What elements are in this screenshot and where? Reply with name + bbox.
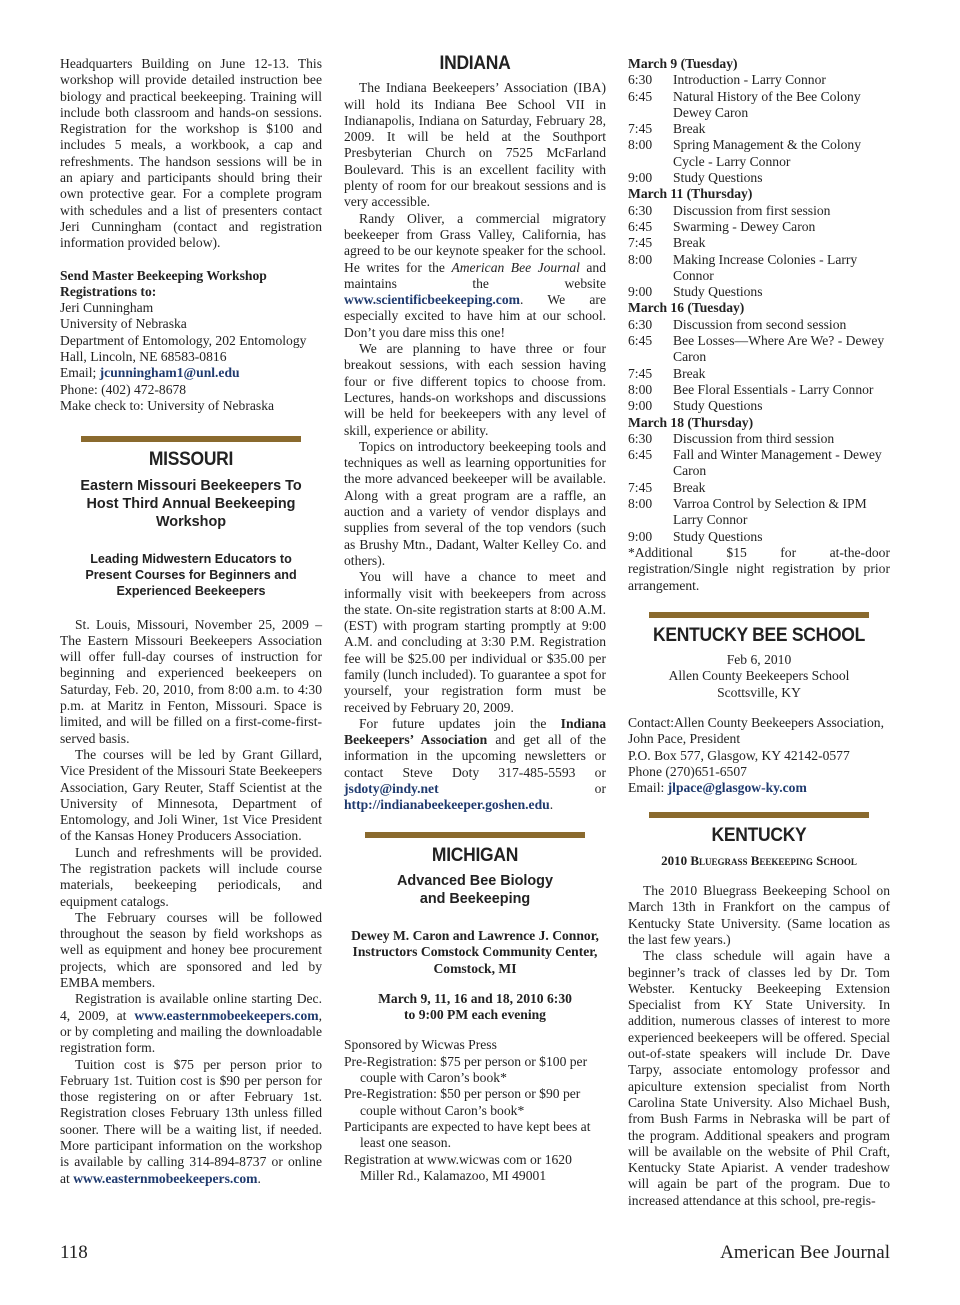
indiana-paragraph: Topics on introductory beekeeping tools and techniques as well as learning opportunities for the more advanced beekeeper will be available. Along with a great program are a raffle, an auction and a variety of vendor displays and supplies from several of the top vendors (such as Brushy Mtn., Dadant, Walter Kelley Co. and others). xyxy=(344,438,606,568)
kbs-contact: Contact:Allen County Beekeepers Association, John Pace, President xyxy=(628,714,884,747)
michigan-instructors: Dewey M. Caron and Lawrence J. Connor, Instructors Comstock Community Center, Comstock, MI xyxy=(351,927,599,976)
missouri-paragraph: St. Louis, Missouri, November 25, 2009 – The Eastern Missouri Beekeepers Association will offer full-day courses of instruction for beginning and experienced beekeepers on Saturday, Feb. 20, 2010, from 8:00 a.m. to 4:30 p.m. at Maritz in Fenton, Missouri. Space is limited, and will be filled on a first-come-first-served basis. xyxy=(60,616,322,746)
time: 7:45 xyxy=(628,365,653,381)
schedule-day: March 11 (Thursday) xyxy=(628,186,753,202)
schedule-item xyxy=(628,72,890,88)
email-link[interactable]: jsdoty@indy.net xyxy=(344,781,439,797)
schedule-item xyxy=(628,170,890,186)
kentucky-bee-school-heading: KENTUCKY BEE SCHOOL xyxy=(652,624,865,646)
association-name: Indiana Beekeepers’ Association xyxy=(344,715,606,748)
kentucky-paragraph: The 2010 Bluegrass Beekeeping School on March 13th in Frankfort on the campus of Kentucky State University. (Same location as the last few years.) xyxy=(628,883,890,947)
schedule xyxy=(628,56,890,545)
michigan-heading: MICHIGAN xyxy=(431,844,519,866)
page-number: 118 xyxy=(60,1242,88,1263)
schedule-item xyxy=(628,333,890,366)
address-line: Jeri Cunningham xyxy=(60,300,154,316)
website-link[interactable]: www.scientificbeekeeping.com xyxy=(344,292,520,308)
kbs-line: Feb 6, 2010 xyxy=(726,652,792,668)
schedule-item xyxy=(628,219,890,235)
text: and get all of the information in the upcoming newsletters or contact Steve Doty 317-485-5593 or xyxy=(344,732,606,780)
kbs-email-line xyxy=(628,780,890,796)
website-link[interactable]: www.easternmobeekeepers.com xyxy=(134,1007,319,1023)
section-divider xyxy=(649,812,869,818)
missouri-paragraph: The February courses will be followed throughout the season by field workshops as well as equipment and honey bee procurement projects, which are sponsored and led by EMBA members. xyxy=(60,909,322,991)
section-divider xyxy=(81,436,301,442)
desc: Break xyxy=(673,235,706,251)
email-line xyxy=(60,365,322,381)
time: 8:00 xyxy=(628,137,653,153)
email-link[interactable]: jcunningham1@unl.edu xyxy=(99,365,240,381)
schedule-item xyxy=(628,366,890,382)
desc: Spring Management & the Colony Cycle - Larry Connor xyxy=(673,137,862,169)
missouri-heading: MISSOURI xyxy=(148,449,234,471)
desc: Bee Floral Essentials - Larry Connor xyxy=(673,381,874,397)
desc: Discussion from first session xyxy=(673,202,831,218)
indiana-heading: INDIANA xyxy=(439,53,511,74)
time: 6:45 xyxy=(628,218,653,234)
text: Registration is available online starting Dec. 4, 2009, at xyxy=(60,991,322,1023)
desc: Break xyxy=(673,121,706,137)
indiana-paragraph xyxy=(344,211,606,341)
time: 7:45 xyxy=(628,235,653,251)
desc: Study Questions xyxy=(673,528,763,544)
email-link[interactable]: jlpace@glasgow-ky.com xyxy=(667,780,807,796)
schedule-day: March 16 (Tuesday) xyxy=(628,300,745,316)
column-1 xyxy=(60,56,322,1187)
desc: Study Questions xyxy=(673,170,763,186)
text: . xyxy=(257,1170,261,1186)
schedule-day: March 18 (Thursday) xyxy=(628,414,754,430)
schedule-item xyxy=(628,382,890,398)
time: 6:45 xyxy=(628,447,653,463)
michigan-line: Registration at www.wicwas com or 1620 Miller Rd., Kalamazoo, MI 49001 xyxy=(344,1151,572,1183)
desc: Swarming - Dewey Caron xyxy=(673,218,816,234)
time: 9:00 xyxy=(628,398,653,414)
check-line: Make check to: University of Nebraska xyxy=(60,397,275,413)
schedule-item xyxy=(628,284,890,300)
text: or xyxy=(438,781,606,797)
indiana-paragraph: The Indiana Beekeepers’ Association (IBA) will hold its Indiana Bee School VII in Indianapolis, Indiana on Saturday, February 28, 2009. It will be held at the Southport Presbyterian Church on 7525 McFarland Boulevard. This is an excellent facility with plenty of room for our breakout sessions and is very accessible. xyxy=(344,80,606,210)
kbs-po: P.O. Box 577, Glasgow, KY 42142-0577 xyxy=(628,747,850,763)
desc: Varroa Control by Selection & IPM Larry Connor xyxy=(673,496,867,528)
michigan-line: Sponsored by Wicwas Press xyxy=(344,1037,497,1053)
column-2 xyxy=(344,53,607,1184)
desc: Discussion from second session xyxy=(673,316,847,332)
address-line: University of Nebraska xyxy=(60,316,187,332)
desc: Break xyxy=(673,479,706,495)
schedule-item xyxy=(628,431,890,447)
kbs-line: Scottsville, KY xyxy=(717,684,801,700)
journal-name: American Bee Journal xyxy=(451,259,580,275)
time: 6:30 xyxy=(628,72,653,88)
missouri-subtitle: Eastern Missouri Beekeepers To Host Third Annual Beekeeping Workshop xyxy=(80,477,302,530)
time: 7:45 xyxy=(628,479,653,495)
phone-line: Phone: (402) 472-8678 xyxy=(60,381,187,397)
michigan-line: Pre-Registration: $50 per person or $90 per couple without Caron’s book* xyxy=(344,1086,581,1118)
text: . xyxy=(549,797,554,813)
address-line: Department of Entomology, 202 Entomology Hall, Lincoln, NE 68583-0816 xyxy=(60,332,307,365)
time: 8:00 xyxy=(628,381,653,397)
schedule-item xyxy=(628,252,890,285)
send-heading: Send Master Beekeeping Workshop Registrations to: xyxy=(60,267,267,299)
schedule-item xyxy=(628,496,890,529)
desc: Natural History of the Bee Colony Dewey Caron xyxy=(673,88,861,120)
time: 7:45 xyxy=(628,121,653,137)
schedule-item xyxy=(628,529,890,545)
desc: Fall and Winter Management - Dewey Caron xyxy=(673,447,882,479)
indiana-paragraph: We are planning to have three or four breakout sessions, with each session having four or five different topics to choose from. Lectures, hands-on workshops and discussions will be held for beekeepers with any level of skill, experience or ability. xyxy=(344,341,606,438)
schedule-item xyxy=(628,480,890,496)
time: 8:00 xyxy=(628,496,653,512)
text: Tuition cost is $75 per person prior to February 1st. Tuition cost is $90 per person for those registering on or after February 1st. Registration closes February 13th unless filled sooner. There will be a waiting list, if needed. More participant information on the workshop is available by calling 314-894-8737 or online at xyxy=(60,1056,322,1186)
missouri-paragraph xyxy=(60,991,322,1056)
missouri-paragraph: Lunch and refreshments will be provided. The registration packets will include course materials, beekeeping periodicals, and equipment catalogs. xyxy=(60,844,322,909)
desc: Study Questions xyxy=(673,284,763,300)
time: 8:00 xyxy=(628,251,653,267)
time: 9:00 xyxy=(628,284,653,300)
text: Randy Oliver, a commercial migratory beekeeper from Grass Valley, California, has agreed to be our keynote speaker for the school. He writes for the xyxy=(344,210,606,275)
time: 6:30 xyxy=(628,316,653,332)
email-label: Email: xyxy=(628,780,668,796)
schedule-item xyxy=(628,398,890,414)
kentucky-paragraph: The class schedule will again have a beginner’s track of classes led by Dr. Tom Webster. Kentucky Beekeeping Extension Specialist from KY State University. In addition, numerous classes of interest to more experienced beekeepers will be offered. Special out-of-state speakers will include Dr. Dave Tarpy, associate entomology professor and apiculture extension specialist from North Carolina State University. Also Michael Bush, from Bush Farms in Nebraska will be part of the program. Additional speakers and program will be available on the website of Phil Craft, Kentucky State Apiarist. A vender tradeshow will again be part of the program. Due to increased attendance at this school, pre-regis- xyxy=(628,948,890,1208)
schedule-item xyxy=(628,89,890,122)
nebraska-intro: Headquarters Building on June 12-13. This workshop will provide detailed instruction bee biology and practical beekeeping. Training will include both classroom and hands-on sessions. Registration for the workshop is $100 and includes 5 meals, a workbook, a cap and refreshments. The handson sessions will be in an apiary and participants should bring their own protective gear. For a complete program with schedules and a list of presenters contact Jeri Cunningham (contact and registration information provided below). xyxy=(60,56,322,251)
section-divider xyxy=(649,612,869,618)
text: For future updates join the xyxy=(359,715,561,731)
schedule-item xyxy=(628,203,890,219)
email-label: Email; xyxy=(60,365,100,381)
text: , or by completing and mailing the downloadable registration form. xyxy=(60,1007,322,1056)
schedule-note: *Additional $15 for at-the-door registration/Single night registration by prior arrangement. xyxy=(628,544,890,593)
michigan-line: Participants are expected to have kept bees at least one season. xyxy=(344,1118,591,1151)
journal-title: American Bee Journal xyxy=(720,1242,890,1263)
schedule-day: March 9 (Tuesday) xyxy=(628,56,738,71)
kentucky-subtitle: 2010 Bluegrass Beekeeping School xyxy=(661,852,857,868)
schedule-item xyxy=(628,317,890,333)
indiana-paragraph: You will have a chance to meet and informally visit with beekeepers from across the state. On-site registration starts at 8:00 A.M. (EST) with program starting promptly at 9:00 A.M. and concluding at 3:30 P.M. Registration fee will be $25.00 per individual or $35.00 per family (lunch included). To guarantee a spot for yourself, your registration form must be received by February 20, 2009. xyxy=(344,569,606,715)
michigan-dates: March 9, 11, 16 and 18, 2010 6:30 to 9:00 PM each evening xyxy=(378,990,572,1023)
missouri-subtitle-2: Leading Midwestern Educators to Present Courses for Beginners and Experienced Beekeepers xyxy=(85,551,297,598)
michigan-subtitle: Advanced Bee Biology and Beekeeping xyxy=(397,872,553,907)
missouri-paragraph xyxy=(60,1057,322,1187)
schedule-item xyxy=(628,121,890,137)
desc: Introduction - Larry Connor xyxy=(673,72,826,88)
website-link[interactable]: www.easternmobeekeepers.com xyxy=(73,1170,258,1186)
michigan-line: Pre-Registration: $75 per person or $100 per couple with Caron’s book* xyxy=(344,1053,588,1086)
kentucky-heading: KENTUCKY xyxy=(711,825,807,847)
schedule-item xyxy=(628,447,890,480)
text: . We are especially excited to have him at our school. Don’t you dare miss this one! xyxy=(344,292,606,340)
time: 6:30 xyxy=(628,202,653,218)
time: 9:00 xyxy=(628,528,653,544)
time: 6:45 xyxy=(628,88,653,104)
time: 6:45 xyxy=(628,333,653,349)
kbs-line: Allen County Beekeepers School xyxy=(668,668,850,684)
desc: Making Increase Colonies - Larry Connor xyxy=(673,251,858,283)
schedule-item xyxy=(628,137,890,170)
website-link[interactable]: http://indianabeekeeper.goshen.edu xyxy=(344,797,550,813)
time: 6:30 xyxy=(628,430,653,446)
desc: Break xyxy=(673,365,706,381)
schedule-item xyxy=(628,235,890,251)
text: and maintains the website xyxy=(344,259,607,291)
indiana-paragraph xyxy=(344,716,606,814)
desc: Study Questions xyxy=(673,398,763,414)
column-3 xyxy=(628,56,890,1209)
desc: Discussion from third session xyxy=(673,430,835,446)
time: 9:00 xyxy=(628,170,653,186)
section-divider xyxy=(365,832,585,838)
desc: Bee Losses—Where Are We? - Dewey Caron xyxy=(673,333,885,365)
kbs-phone: Phone (270)651-6507 xyxy=(628,763,747,779)
missouri-paragraph: The courses will be led by Grant Gillard, Vice President of the Missouri State Beekeepers Association, Gary Reuter, Staff Scientist at the University of Minnesota, Department of Entomology, and Joli Winer, 1st Vice President of the Kansas Honey Producers Association. xyxy=(60,746,322,844)
